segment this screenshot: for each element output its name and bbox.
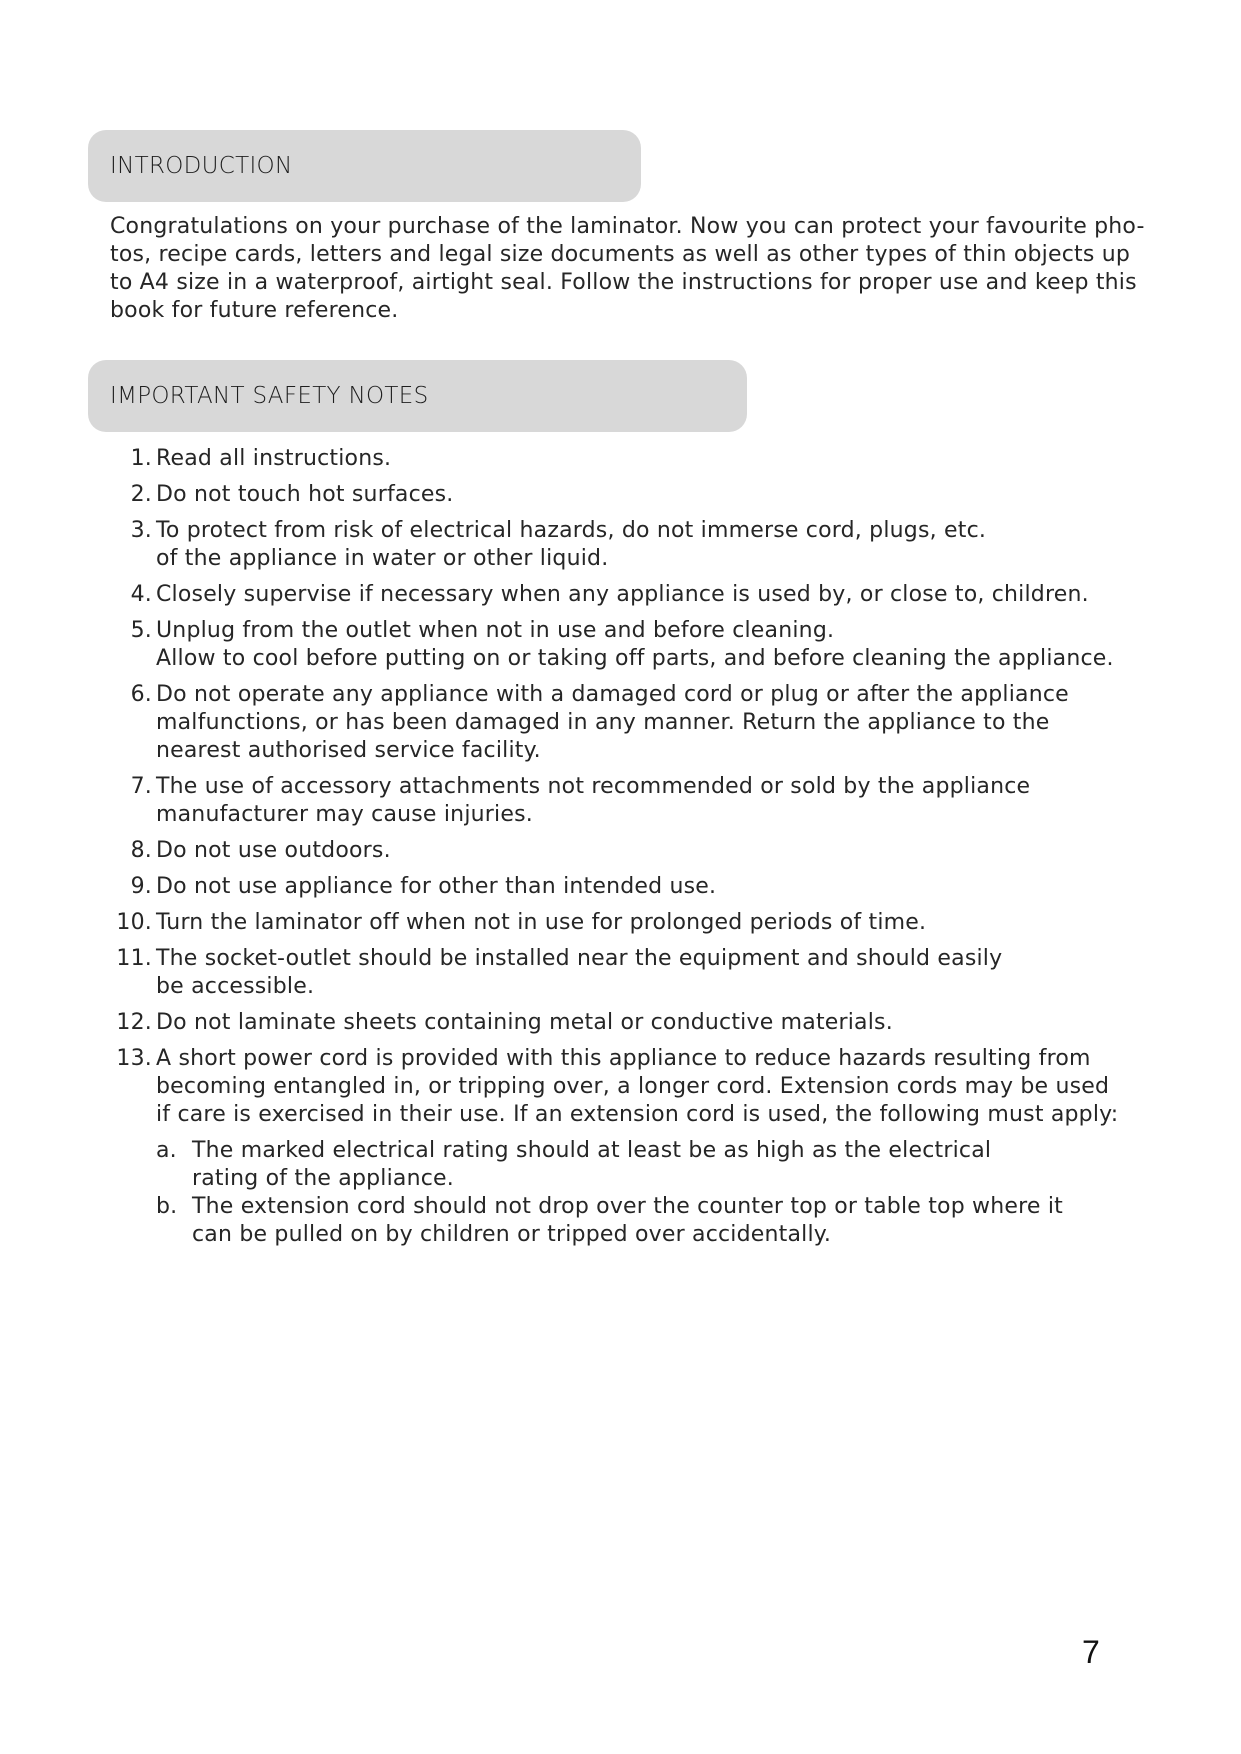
introduction-heading: INTRODUCTION bbox=[88, 130, 641, 202]
safety-item-text: Unplug from the outlet when not in use and before cleaning. bbox=[156, 618, 835, 643]
safety-item-text: malfunctions, or has been damaged in any manner. Return the appliance to the bbox=[156, 710, 1050, 735]
safety-item bbox=[110, 517, 1150, 573]
safety-item bbox=[110, 581, 1150, 609]
safety-item-text: Do not laminate sheets containing metal or conductive materials. bbox=[156, 1010, 893, 1035]
safety-item-number: 13. bbox=[116, 1046, 152, 1071]
safety-item-text: Turn the laminator off when not in use for prolonged periods of time. bbox=[156, 910, 927, 935]
safety-item bbox=[110, 617, 1150, 673]
sub-item-letter: a. bbox=[156, 1138, 177, 1163]
safety-item bbox=[110, 1045, 1150, 1249]
safety-item-text: A short power cord is provided with this appliance to reduce hazards resulting from bbox=[156, 1046, 1091, 1071]
safety-item-text: becoming entangled in, or tripping over, a longer cord. Extension cords may be used bbox=[156, 1074, 1110, 1099]
safety-item-text: Do not use outdoors. bbox=[156, 838, 391, 863]
safety-item bbox=[110, 445, 1150, 473]
safety-item-number: 9. bbox=[130, 874, 152, 899]
safety-item bbox=[110, 681, 1150, 765]
safety-item-text: if care is exercised in their use. If an extension cord is used, the following must apply: bbox=[156, 1102, 1119, 1127]
safety-item-text: The use of accessory attachments not recommended or sold by the appliance bbox=[156, 774, 1031, 799]
safety-item-text: Do not touch hot surfaces. bbox=[156, 482, 454, 507]
safety-item-text: nearest authorised service facility. bbox=[156, 738, 541, 763]
safety-item-text: Read all instructions. bbox=[156, 446, 392, 471]
safety-item-number: 10. bbox=[116, 910, 152, 935]
sub-list-item bbox=[156, 1137, 1150, 1193]
safety-item bbox=[110, 909, 1150, 937]
safety-item-number: 4. bbox=[130, 582, 152, 607]
safety-item-text: Allow to cool before putting on or taking off parts, and before cleaning the appliance. bbox=[156, 646, 1114, 671]
safety-item-number: 6. bbox=[130, 682, 152, 707]
sub-list-item bbox=[156, 1193, 1150, 1249]
safety-item-text: Do not use appliance for other than intended use. bbox=[156, 874, 717, 899]
intro-line: tos, recipe cards, letters and legal size documents as well as other types of thin objects up bbox=[110, 242, 1130, 267]
safety-item bbox=[110, 945, 1150, 1001]
safety-item-number: 1. bbox=[130, 446, 152, 471]
sub-item-text: rating of the appliance. bbox=[192, 1166, 454, 1191]
sub-item-letter: b. bbox=[156, 1194, 178, 1219]
safety-item-text: Do not operate any appliance with a damaged cord or plug or after the appliance bbox=[156, 682, 1069, 707]
extension-cord-sublist bbox=[156, 1137, 1150, 1249]
safety-item-number: 2. bbox=[130, 482, 152, 507]
intro-line: book for future reference. bbox=[110, 298, 399, 323]
safety-item-text: manufacturer may cause injuries. bbox=[156, 802, 533, 827]
intro-line: to A4 size in a waterproof, airtight seal. Follow the instructions for proper use and keep this bbox=[110, 270, 1137, 295]
introduction-paragraph bbox=[110, 213, 1145, 325]
safety-item bbox=[110, 481, 1150, 509]
safety-item-number: 11. bbox=[116, 946, 152, 971]
safety-item-number: 12. bbox=[116, 1010, 152, 1035]
safety-notes-list bbox=[110, 445, 1150, 1257]
safety-item-number: 3. bbox=[130, 518, 152, 543]
sub-item-text: The marked electrical rating should at least be as high as the electrical bbox=[192, 1138, 992, 1163]
sub-item-text: can be pulled on by children or tripped over accidentally. bbox=[192, 1222, 832, 1247]
safety-item bbox=[110, 773, 1150, 829]
safety-item bbox=[110, 873, 1150, 901]
safety-item-number: 5. bbox=[130, 618, 152, 643]
safety-item-number: 8. bbox=[130, 838, 152, 863]
sub-item-text: The extension cord should not drop over the counter top or table top where it bbox=[192, 1194, 1063, 1219]
safety-item-text: of the appliance in water or other liquid. bbox=[156, 546, 609, 571]
safety-item-text: The socket-outlet should be installed near the equipment and should easily bbox=[156, 946, 1003, 971]
safety-item-text: be accessible. bbox=[156, 974, 315, 999]
page-number: 7 bbox=[1082, 1634, 1100, 1670]
safety-item-text: To protect from risk of electrical hazards, do not immerse cord, plugs, etc. bbox=[156, 518, 987, 543]
intro-line: Congratulations on your purchase of the laminator. Now you can protect your favourite pho- bbox=[110, 214, 1145, 239]
safety-item-text: Closely supervise if necessary when any appliance is used by, or close to, children. bbox=[156, 582, 1089, 607]
safety-item bbox=[110, 1009, 1150, 1037]
safety-item-number: 7. bbox=[130, 774, 152, 799]
safety-notes-heading: IMPORTANT SAFETY NOTES bbox=[88, 360, 747, 432]
safety-item bbox=[110, 837, 1150, 865]
